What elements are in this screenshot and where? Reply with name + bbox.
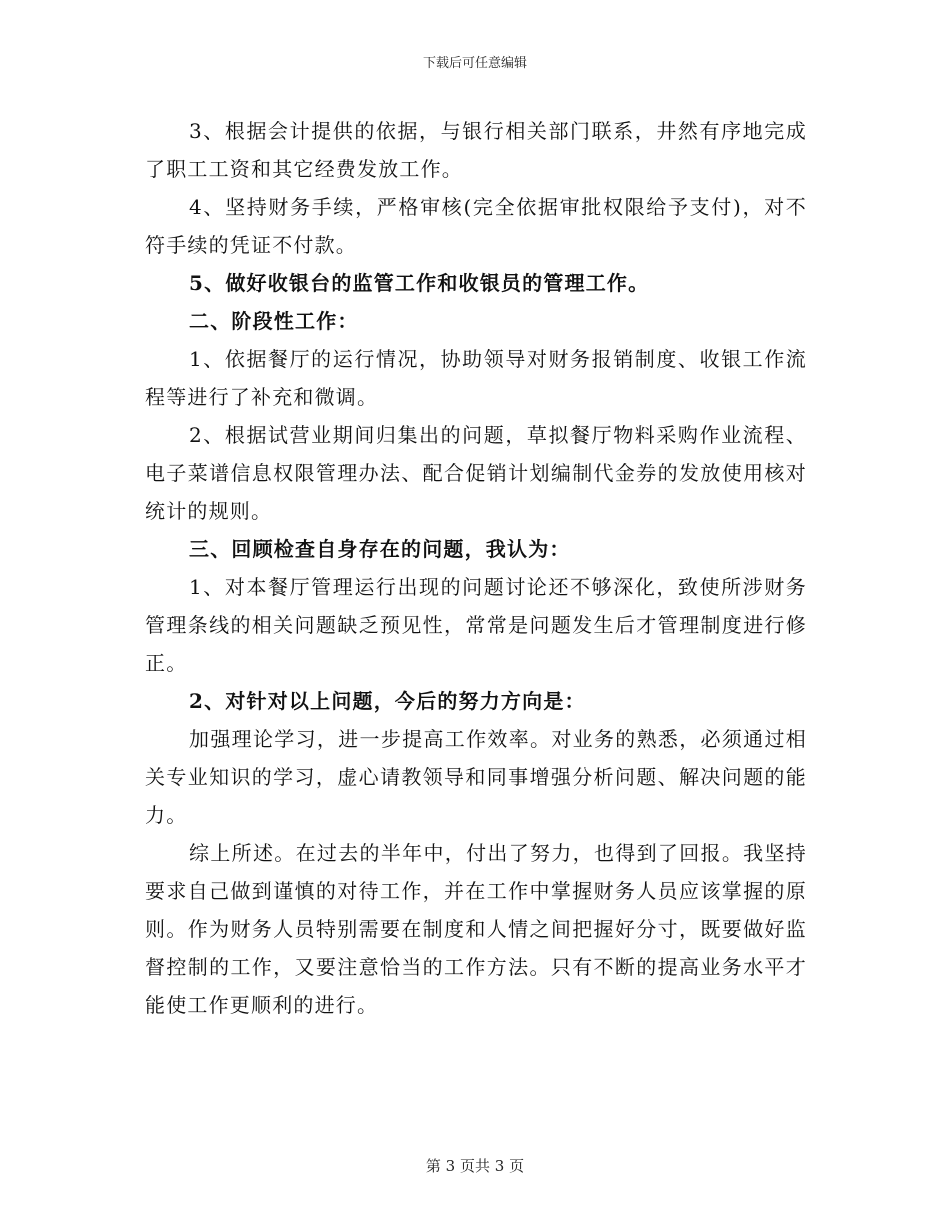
section-heading-3: 三、回顾检查自身存在的问题，我认为： [189, 537, 571, 561]
paragraph-item-4: 4、坚持财务手续，严格审核(完全依据审批权限给予支付)，对不符手续的凭证不付款。 [145, 195, 807, 257]
page-footer: 第 3 页共 3 页 [425, 1157, 525, 1175]
paragraph-item-3: 3、根据会计提供的依据，与银行相关部门联系，井然有序地完成了职工工资和其它经费发放工作。 [145, 119, 807, 181]
section3-item-1: 1、对本餐厅管理运行出现的问题讨论还不够深化，致使所涉财务管理条线的相关问题缺乏预见性，常常是问题发生后才管理制度进行修正。 [145, 575, 807, 675]
section3-item-2-heading: 2、对针对以上问题，今后的努力方向是： [189, 689, 586, 713]
summary-paragraph: 综上所述。在过去的半年中，付出了努力，也得到了回报。我坚持要求自己做到谨慎的对待工作，并在工作中掌握财务人员应该掌握的原则。作为财务人员特别需要在制度和人情之间把握好分寸，既要做好监督控制的工作，又要注意恰当的工作方法。只有不断的提高业务水平才能使工作更顺利的进行。 [145, 841, 807, 1017]
section2-item-2: 2、根据试营业期间归集出的问题，草拟餐厅物料采购作业流程、电子菜谱信息权限管理办法、配合促销计划编制代金券的发放使用核对统计的规则。 [145, 423, 807, 523]
paragraph-item-5-heading: 5、做好收银台的监管工作和收银员的管理工作。 [189, 271, 650, 295]
page-header: 下载后可任意编辑 [422, 56, 527, 71]
improvement-paragraph: 加强理论学习，进一步提高工作效率。对业务的熟悉，必须通过相关专业知识的学习，虚心请教领导和同事增强分析问题、解决问题的能力。 [145, 727, 807, 827]
document-body [145, 112, 807, 1024]
section2-item-1: 1、依据餐厅的运行情况，协助领导对财务报销制度、收银工作流程等进行了补充和微调。 [145, 347, 807, 409]
section-heading-2: 二、阶段性工作： [189, 309, 359, 333]
